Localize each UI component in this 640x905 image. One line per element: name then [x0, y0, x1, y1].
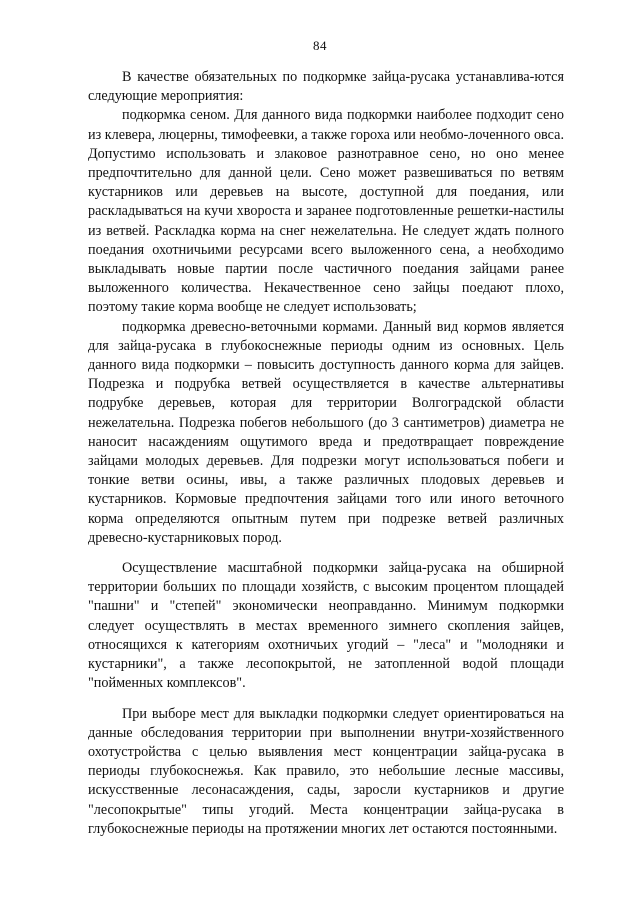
paragraph-large-scale-feeding: Осуществление масштабной подкормки зайца-русака на обширной территории больших по площади хозяйств, с высоким процентом площадей "пашни" и "степей" экономически неоправданно. Минимум подкормки следует осуществлять в местах временного зимнего скопления зайцев, относящихся к категориям охотничьих угодий – "леса" и "молодняки и кустарники", а также лесопокрытой, не затопленной водой площади "пойменных комплексов".: [88, 560, 564, 692]
document-body: [88, 68, 564, 839]
page-number: 84: [313, 38, 327, 53]
paragraph-feeding-locations: При выборе мест для выкладки подкормки следует ориентироваться на данные обследования территории при выполнении внутри-хозяйственного охотустройства с целью выявления мест концентрации зайца-русака в периоды глубокоснежья. Как правило, это небольшие лесные массивы, искусственные лесонасаждения, сады, заросли кустарников и другие "лесопокрытые" типы угодий. Места концентрации зайца-русака в глубокоснежные периоды на протяжении многих лет остаются постоянными.: [88, 705, 564, 837]
paragraph-intro: В качестве обязательных по подкормке зайца-русака устанавлива-ются следующие мероприятия:: [88, 69, 564, 105]
paragraph-branch-feeding: подкормка древесно-веточными кормами. Данный вид кормов является для зайца-русака в глубокоснежные периоды одним из основных. Цель данного вида подкормки – повысить доступность данного корма для зайцев. Подрезка и подрубка ветвей осуществляется в качестве альтернативы подрубке деревьев, которая для территории Волгоградской области нежелательна. Подрезка побегов небольшого (до 3 сантиметров) диаметра не наносит насаждениям ощутимого вреда и предотвращает повреждение зайцами молодых деревьев. Для подрезки могут использоваться побеги и тонкие ветви осины, ивы, а также различных плодовых деревьев и кустарников. Кормовые предпочтения зайцами того или иного веточного корма определяются опытным путем при подрезке ветвей различных древесно-кустарниковых пород.: [88, 318, 564, 546]
paragraph-hay-feeding: подкормка сеном. Для данного вида подкормки наиболее подходит сено из клевера, люцерны, тимофеевки, а также гороха или необмо-лоченного овса. Допустимо использовать и злаковое разнотравное сено, но оно менее предпочтительно для данной цели. Сено может развешиваться по ветвям кустарников или деревьев на высоте, доступной для поедания, или раскладываться на кучи хвороста и заранее подготовленные решетки-настилы из ветвей. Раскладка корма на снег нежелательна. Не следует ждать полного поедания охотничьими ресурсами всего выложенного сена, а необходимо выкладывать новые партии после частичного поедания зайцами ранее выложенного количества. Некачественное сено зайцы поедают плохо, поэтому такие корма вообще не следует использовать;: [88, 107, 564, 316]
